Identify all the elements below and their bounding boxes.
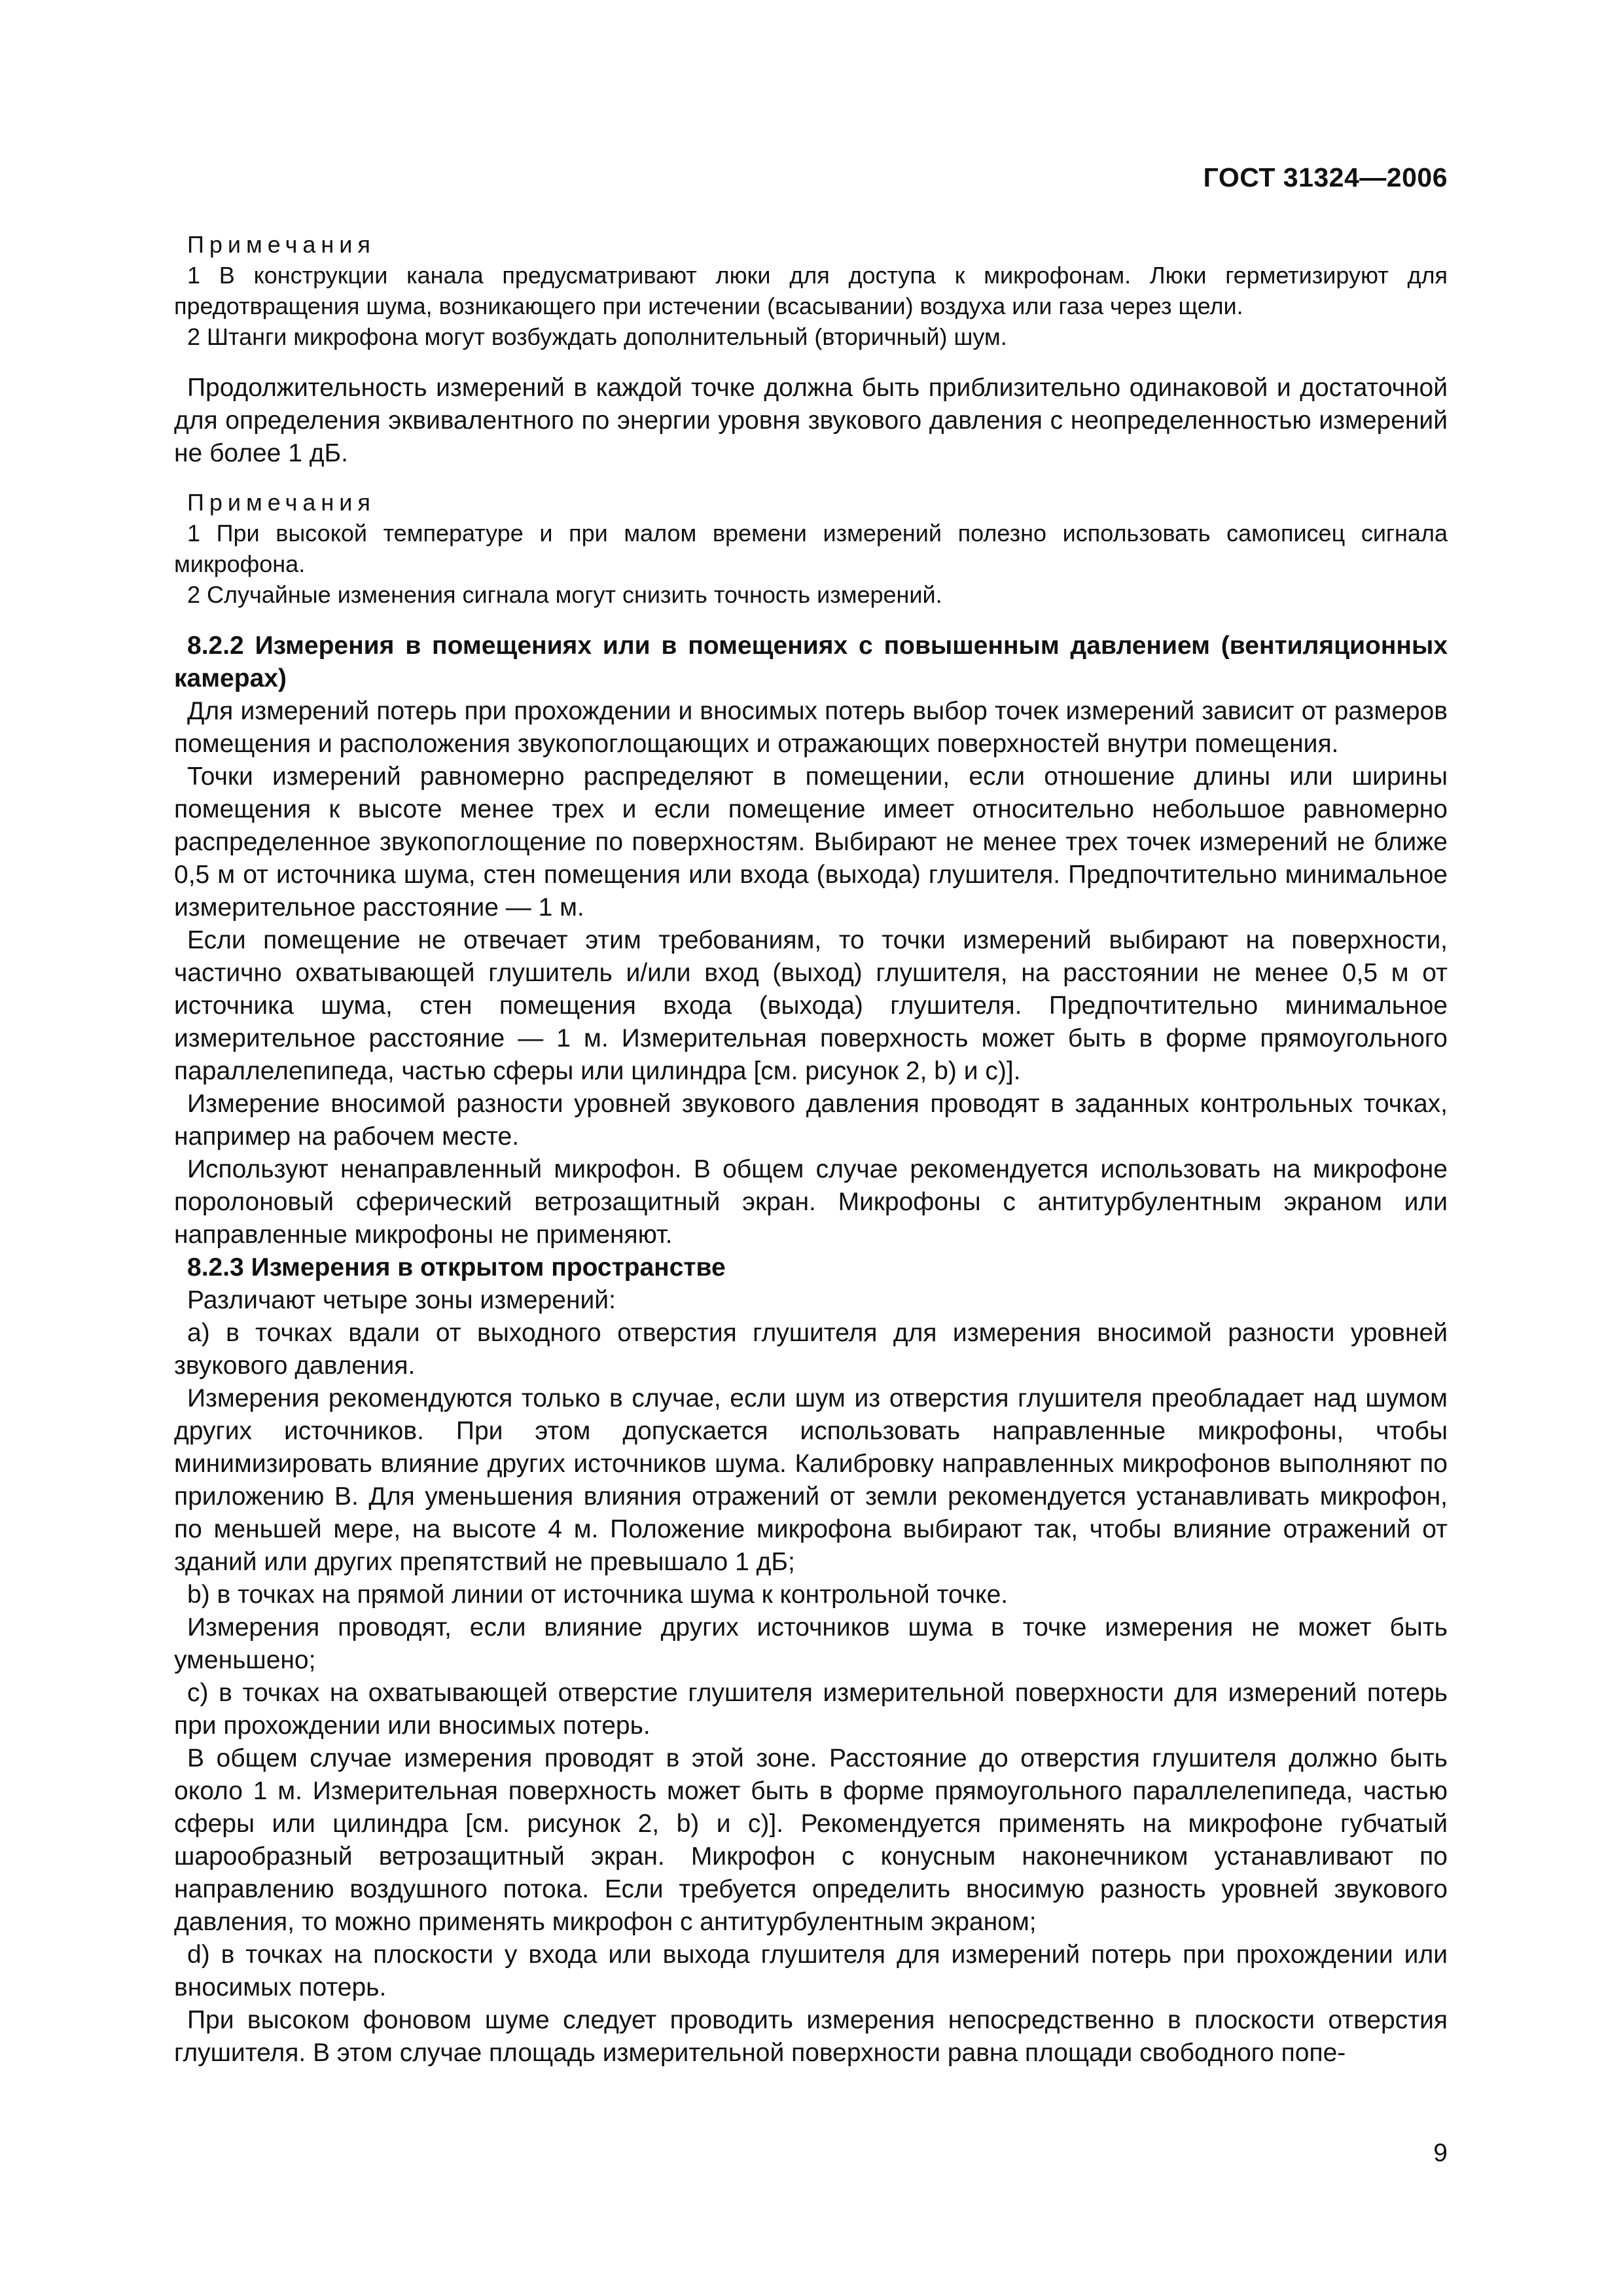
list-item-d: d) в точках на плоскости у входа или выхода глушителя для измерений потерь при прохождении или вносимых потерь. [174, 1941, 1448, 2001]
paragraph: Используют ненаправленный микрофон. В общем случае рекомендуется использовать на микрофоне поролоновый сферический ветрозащитный экран. Микрофоны с антитурбулентным экраном или направленные микрофоны не применяют. [174, 1155, 1448, 1249]
paragraph: Точки измерений равномерно распределяют в помещении, если отношение длины или ширины помещения к высоте менее трех и если помещение имеет относительно небольшое равномерно распределенное звукопоглощение по поверхностям. Выбирают не менее трех точек измерений не ближе 0,5 м от источника шума, стен помещения или входа (выхода) глушителя. Предпочтительно минимальное измерительное расстояние — 1 м. [174, 762, 1448, 922]
paragraph: Различают четыре зоны измерений: [187, 1286, 616, 1314]
notes-block-2 [174, 487, 1448, 610]
paragraph: Для измерений потерь при прохождении и вносимых потерь выбор точек измерений зависит от размеров помещения и расположения звукопоглощающих и отражающих поверхностей внутри помещения. [174, 697, 1448, 758]
paragraph: В общем случае измерения проводят в этой зоне. Расстояние до отверстия глушителя должно быть около 1 м. Измерительная поверхность может быть в форме прямоугольного параллелепипеда, частью сферы или цилиндра [см. рисунок 2, b) и c)]. Рекомендуется применять на микрофоне губчатый шарообразный ветрозащитный экран. Микрофон с конусным наконечником устанавливают по направлению воздушного потока. Если требуется определить вносимую разность уровней звукового давления, то можно применять микрофон с антитурбулентным экраном; [174, 1744, 1448, 1936]
section-heading-8-2-3: 8.2.3 Измерения в открытом пространстве [187, 1253, 726, 1282]
section-heading-8-2-2: 8.2.2 Измерения в помещениях или в помещениях с повышенным давлением (вентиляционных камерах) [174, 632, 1448, 692]
document-header: ГОСТ 31324—2006 [1203, 162, 1448, 192]
note-item: 1 При высокой температуре и при малом времени измерений полезно использовать самописец сигнала микрофона. [174, 520, 1448, 577]
paragraph: Если помещение не отвечает этим требованиям, то точки измерений выбирают на поверхности, частично охватывающей глушитель и/или вход (выход) глушителя, на расстоянии не менее 0,5 м от источника шума, стен помещения входа (выхода) глушителя. Предпочтительно минимальное измерительное расстояние — 1 м. Измерительная поверхность может быть в форме прямоугольного параллелепипеда, частью сферы или цилиндра [см. рисунок 2, b) и c)]. [174, 926, 1448, 1085]
note-item: 2 Штанги микрофона могут возбуждать дополнительный (вторичный) шум. [187, 323, 1007, 350]
note-item: 2 Случайные изменения сигнала могут снизить точность измерений. [187, 581, 942, 608]
notes-block-1 [174, 229, 1448, 352]
notes-title: Примечания [187, 489, 376, 516]
document-body [174, 229, 1448, 2070]
notes-title: Примечания [187, 231, 376, 258]
list-item-c: c) в точках на охватывающей отверстие глушителя измерительной поверхности для измерений потерь при прохождении или вносимых потерь. [174, 1679, 1448, 1740]
list-item-b: b) в точках на прямой линии от источника шума к контрольной точке. [187, 1581, 1008, 1609]
list-item-a: a) в точках вдали от выходного отверстия глушителя для измерения вносимой разности уровней звукового давления. [174, 1319, 1448, 1380]
paragraph: Измерения проводят, если влияние других источников шума в точке измерения не может быть уменьшено; [174, 1613, 1448, 1674]
paragraph: Измерения рекомендуются только в случае, если шум из отверстия глушителя преобладает над шумом других источников. При этом допускается использовать направленные микрофоны, чтобы минимизировать влияние других источников шума. Калибровку направленных микрофонов выполняют по приложению В. Для уменьшения влияния отражений от земли рекомендуется устанавливать микрофон, по меньшей мере, на высоте 4 м. Положение микрофона выбирают так, чтобы влияние отражений от зданий или других препятствий не превышало 1 дБ; [174, 1384, 1448, 1576]
note-item: 1 В конструкции канала предусматривают люки для доступа к микрофонам. Люки герметизируют для предотвращения шума, возникающего при истечении (всасывании) воздуха или газа через щели. [174, 262, 1448, 319]
paragraph: При высоком фоновом шуме следует проводить измерения непосредственно в плоскости отверстия глушителя. В этом случае площадь измерительной поверхности равна площади свободного попе- [174, 2006, 1448, 2067]
page-number: 9 [1433, 2139, 1448, 2167]
paragraph-duration: Продолжительность измерений в каждой точке должна быть приблизительно одинаковой и достаточной для определения эквивалентного по энергии уровня звукового давления с неопределенностью измерений не более 1 дБ. [174, 374, 1448, 467]
paragraph: Измерение вносимой разности уровней звукового давления проводят в заданных контрольных точках, например на рабочем месте. [174, 1090, 1448, 1151]
